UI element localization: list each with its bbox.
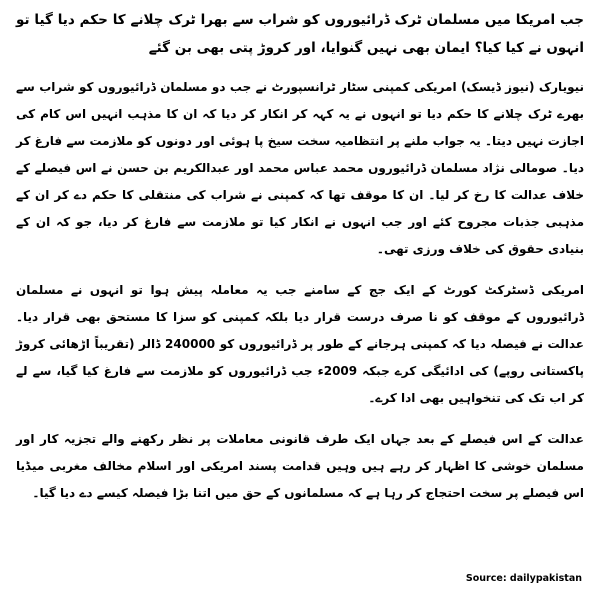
- article-paragraph-2: امریکی ڈسٹرکٹ کورٹ کے ایک جج کے سامنے جب یہ معاملہ پیش ہوا تو انہوں نے مسلمان ڈرائیوروں کے موقف کو نا صرف درست قرار دیا بلکہ کمپنی کو سزا کا مستحق بھی قرار دیا۔ عدالت نے فیصلہ دیا کہ کمپنی ہرجانے کے طور پر ڈرائیوروں کو 240000 ڈالر (تقریباً اڑھائی کروڑ پاکستانی روپے) کی ادائیگی کرے جبکہ 2009ء جب ڈرائیوروں کو ملازمت سے فارغ کیا گیا، سے لے کر اب تک کی تنخواہیں بھی ادا کرے۔: [16, 283, 585, 405]
- article-paragraph-3: عدالت کے اس فیصلے کے بعد جہاں ایک طرف قانونی معاملات پر نظر رکھنے والے تجزیہ کار اور مسلمان خوشی کا اظہار کر رہے ہیں وہیں قدامت پسند امریکی اور اسلام مخالف مغربی میڈیا اس فیصلے پر سخت احتجاج کر رہا ہے کہ مسلمانوں کے حق میں اتنا بڑا فیصلہ کیسے دے دیا گیا۔: [16, 432, 584, 500]
- article-headline: جب امریکا میں مسلمان ٹرک ڈرائیوروں کو شراب سے بھرا ٹرک چلانے کا حکم دیا گیا تو انہوں نے کیا کیا؟ ایمان بھی نہیں گنوایا، اور کروڑ پتی بھی بن گئے: [16, 12, 584, 56]
- source-credit: Source: dailypakistan: [465, 573, 582, 584]
- article-paragraph-1: نیویارک (نیوز ڈیسک) امریکی کمپنی سٹار ٹرانسپورٹ نے جب دو مسلمان ڈرائیوروں کو شراب سے بھرے ٹرک چلانے کا حکم دیا تو انہوں نے یہ کہہ کر انکار کر دیا کہ ان کا مذہب انہیں اس کام کی اجازت نہیں دیتا۔ یہ جواب ملنے پر انتظامیہ سخت سیخ پا ہوئی اور دونوں کو ملازمت سے فارغ کر دیا۔ صومالی نژاد مسلمان ڈرائیوروں محمد عباس محمد اور عبدالکریم بن حسن نے اس فیصلے کے خلاف عدالت کا رخ کر لیا۔ ان کا موقف تھا کہ کمپنی نے شراب کی منتقلی کا حکم دے کر ان کے مذہبی جذبات مجروح کئے اور جب انہوں نے انکار کیا تو ملازمت سے فارغ کر دیا، جو کہ ان کے بنیادی حقوق کی خلاف ورزی تھی۔: [16, 80, 584, 256]
